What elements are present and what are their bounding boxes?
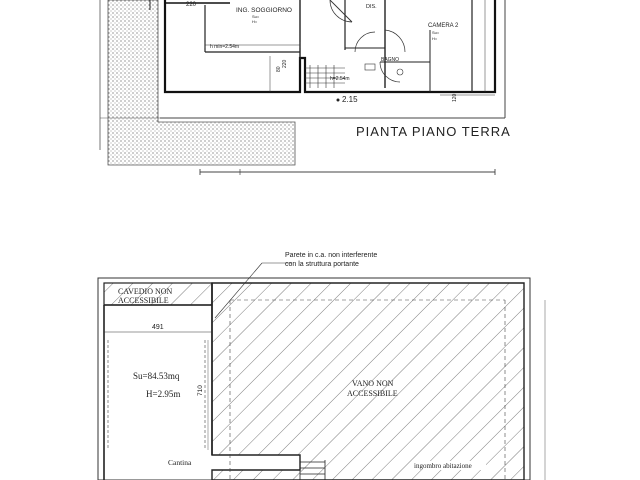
room-camera-su: Su= [432,30,440,35]
surface-label: Su=84.53mq [133,371,180,381]
room-label-disimpegno: DIS. [366,4,377,10]
dim-220-side: 220 [282,59,288,68]
structural-note-line2: con la struttura portante [285,261,359,268]
room-label-camera: CAMERA 2 [428,23,459,29]
cantina-label: Cantina [168,458,192,467]
plan-title: PIANTA PIANO TERRA [356,124,511,139]
dim-120: 120 [452,93,458,102]
cavedio-label-line2: ACCESSIBILE [118,296,169,305]
garden-area [108,0,295,165]
cavedio-label-line1: CAVEDIO NON [118,287,173,296]
room-camera-h: H= [432,36,438,41]
upper-floor-plan [100,0,511,175]
structural-note-line1: Parete in c.a. non interferente [285,252,378,259]
room-soggiorno-h: H= [252,19,258,24]
vano-label-line2: ACCESSIBILE [347,389,398,398]
room-soggiorno-su: Su= [252,14,260,19]
lower-floor-plan [98,252,545,480]
height-label: H=2.95m [146,389,181,399]
ingombro-label: ingombro abitazione [414,462,472,470]
dim-80: 80 [276,66,282,72]
dim-254: h=2.54m [330,76,350,82]
dim-220-top: 220 [186,2,197,8]
dim-hmin: h min=2.54m [210,44,240,50]
room-label-soggiorno: ING. SOGGIORNO [236,7,292,14]
dim-491: 491 [152,324,164,331]
elevation-215: 2.15 [342,95,358,104]
dim-710: 710 [197,385,204,396]
room-label-bagno: BAGNO [381,57,400,63]
vano-label-line1: VANO NON [352,379,394,388]
